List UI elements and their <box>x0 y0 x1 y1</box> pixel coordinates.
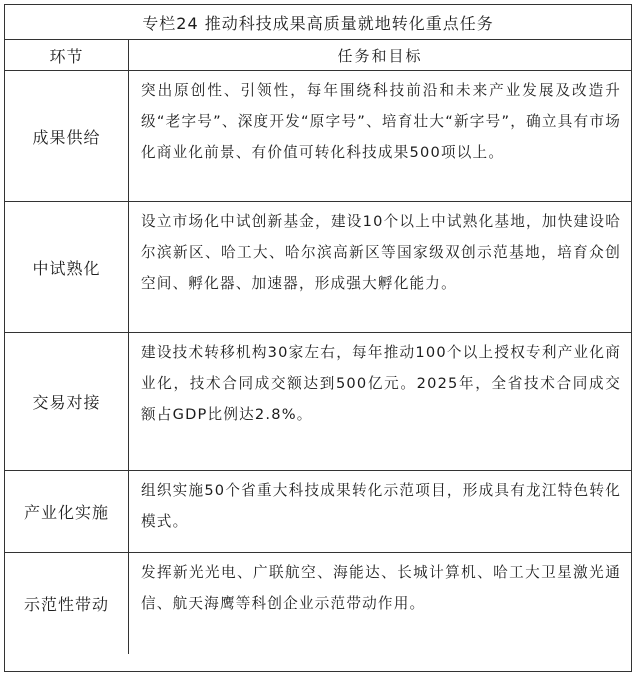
stage-cell: 产业化实施 <box>5 471 129 552</box>
header-task: 任务和目标 <box>337 46 423 65</box>
stage-cell: 成果供给 <box>5 71 129 201</box>
task-cell: 突出原创性、引领性，每年围绕科技前沿和未来产业发展及改造升级“老字号”、深度开发“原字号”、培育壮大“新字号”，确立具有市场化商业化前景、有价值可转化科技成果500项以上。 <box>141 82 621 161</box>
stage-cell: 中试熟化 <box>5 202 129 332</box>
stage-cell: 交易对接 <box>5 333 129 470</box>
header-stage: 环节 <box>5 40 129 70</box>
table-row <box>5 471 631 553</box>
task-cell: 组织实施50个省重大科技成果转化示范项目，形成具有龙江特色转化模式。 <box>141 482 621 530</box>
table-row <box>5 333 631 471</box>
table-row <box>5 553 631 654</box>
table-header <box>5 40 631 71</box>
task-cell: 设立市场化中试创新基金，建设10个以上中试熟化基地，加快建设哈尔滨新区、哈工大、哈尔滨高新区等国家级双创示范基地，培育众创空间、孵化器、加速器，形成强大孵化能力。 <box>141 213 621 292</box>
table-title: 专栏24 推动科技成果高质量就地转化重点任务 <box>5 5 631 40</box>
stage-cell: 示范性带动 <box>5 553 129 654</box>
table-row <box>5 71 631 202</box>
task-cell: 建设技术转移机构30家左右，每年推动100个以上授权专利产业化商业化，技术合同成交额达到500亿元。2025年，全省技术合同成交额占GDP比例达2.8%。 <box>141 344 621 423</box>
task-cell: 发挥新光光电、广联航空、海能达、长城计算机、哈工大卫星激光通信、航天海鹰等科创企业示范带动作用。 <box>141 564 621 612</box>
table-row <box>5 202 631 333</box>
task-table <box>4 4 632 672</box>
